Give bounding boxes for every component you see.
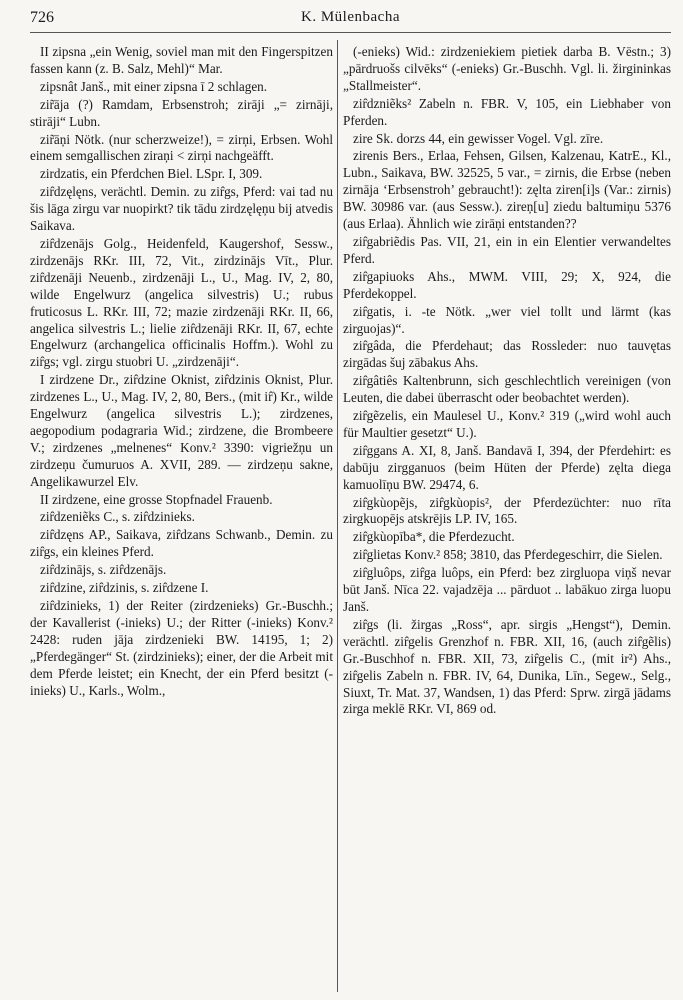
dictionary-entry: zir̂gluôps, zir̂ga luôps, ein Pferd: bez zirgluopa viņš nevar būt Janš. Nīca 22. vajadzēja ... pārduot .. labākuo zirga luopu Janš. bbox=[343, 565, 671, 614]
dictionary-entry: zir̂gẽzelis, ein Maulesel U., Konv.² 319 („wird wohl auch für Maultier gesetzt“ U.). bbox=[343, 408, 671, 440]
running-head: K. Mülenbacha bbox=[301, 9, 400, 25]
right-column bbox=[343, 44, 671, 992]
dictionary-entry: zipsnât Janš., mit einer zipsna ī 2 schlagen. bbox=[40, 78, 268, 94]
dictionary-entry: zir̂dzinājs, s. zir̂dzenājs. bbox=[40, 562, 167, 578]
header-rule bbox=[30, 32, 671, 33]
dictionary-entry: zir̂dzęns AP., Saikava, zir̂dzans Schwanb., Demin. zu zir̂gs, ein kleines Pferd. bbox=[30, 527, 333, 560]
dictionary-entry: II zirdzene, eine grosse Stopfnadel Frauenb. bbox=[40, 491, 273, 507]
dictionary-entry: zir̂gâda, die Pferdehaut; das Rossleder: nuo tauvętas zirgādas šuj zābakus Ahs. bbox=[343, 338, 671, 371]
dictionary-entry: zir̂ggans A. XI, 8, Janš. Bandavā I, 394, der Pferdehirt: es dabūju zirgganuos (beim Hüten der Pferde) zęlta diega kamuolīņu BW. 29474, 6. bbox=[343, 442, 671, 492]
dictionary-entry: zirenis Bers., Erlaa, Fehsen, Gilsen, Kalzenau, KatrE., Kl., Lubn., Saikava, BW. 32525, 5 var., = zirnis, die Erbse (neben zirnāja ‘Erbsenstroh’ gebraucht!): zęlta ziren[i]s (Var.: zirnis) BW. 30986 var. (aus Sessw.). zireņ[u] ziedu baltumiņu 5376 (aus Erlaa). Ähnlich wie zirāņi entstanden?? bbox=[343, 148, 671, 232]
dictionary-entry: zir̂gatis, i. -te Nötk. „wer viel tollt und lärmt (kas zirguojas)“. bbox=[343, 303, 671, 336]
dictionary-entry: zirdzatis, ein Pferdchen Biel. LSpr. I, 309. bbox=[40, 166, 263, 182]
dictionary-entry: zir̂dzeniẽks C., s. zir̂dzinieks. bbox=[40, 509, 195, 525]
dictionary-entry: zir̂gâtiês Kaltenbrunn, sich geschlechtlich vereinigen (von Leuten, die dabei überrascht oder beobachtet werden). bbox=[343, 373, 671, 406]
dictionary-entry: zir̂gkùopẽjs, zir̂gkùopis², der Pferdezüchter: nuo rīta zirgkuopējs atskrējis LP. IV, 165. bbox=[343, 494, 671, 527]
dictionary-entry: zir̂gapiuoks Ahs., MWM. VIII, 29; X, 924, die Pferdekoppel. bbox=[343, 268, 671, 301]
page-header bbox=[30, 6, 671, 30]
column-divider bbox=[337, 40, 338, 992]
left-column bbox=[30, 44, 333, 992]
dictionary-entry: zir̂dzęlęns, verächtl. Demin. zu zir̂gs, Pferd: vai tad nu šis lāga zirgu var nuopirkt? tik tādu zirdzęlęņu bij atvedis Saikava. bbox=[30, 184, 333, 234]
dictionary-entry: zir̂dzine, zir̂dzinis, s. zir̂dzene I. bbox=[40, 580, 209, 596]
dictionary-entry: zir̂gs (li. žirgas „Ross“, apr. sirgis „Hengst“), Demin. verächtl. zir̂gelis Grenzhof n. FBR. XII, 16, (auch zir̂gẽlis) Gr.-Buschhof n. FBR. XII, 73, zir̂gelis C., (mit ir²) Ahs., zir̂gelis Zabeln n. FBR. IV, 64, Dunika, Līn., Segew., Selg., Siuxt, Tr. Mat. 37, Wandsen, 1) das Pferd: Sprw. zirgā jādams zirga meklē RKr. VI, 869 od. bbox=[343, 616, 671, 717]
dictionary-entry: zir̂dzinieks, 1) der Reiter (zirdzenieks) Gr.-Buschh.; der Kavallerist (-inieks) U.; der Ritter (-inieks) Konv.² 2428: ruden jāja zirdzenieki BW. 14195, 1; 2) „Pferdegänger“ St. (zirdzinieks); einer, der die Arbeit mit dem Pferde leistet; ein Knecht, der ein Pferd besitzt (-inieks) U., Karls., Wolm., bbox=[30, 598, 333, 698]
dictionary-entry: zir̃āja (?) Ramdam, Erbsenstroh; zirāji „= zirnāji, stirāji“ Lubn. bbox=[30, 96, 333, 129]
page-number: 726 bbox=[30, 9, 54, 26]
dictionary-entry: (-enieks) Wid.: zirdzeniekiem pietiek darba B. Vēstn.; 3) „pārdruošs cilvēks“ (-enieks) Gr.-Buschh. Vgl. li. žirgininkas „Stallmeister“. bbox=[343, 44, 671, 93]
dictionary-entry: zir̂glietas Konv.² 858; 3810, das Pferdegeschirr, die Sielen. bbox=[353, 547, 663, 563]
dictionary-entry: zire Sk. dorzs 44, ein gewisser Vogel. Vgl. zīre. bbox=[353, 130, 604, 146]
dictionary-entry: zir̂gabriẽdis Pas. VII, 21, ein in ein Elentier verwandeltes Pferd. bbox=[343, 233, 671, 266]
dictionary-entry: I zirdzene Dr., zir̂dzine Oknist, zir̂dzinis Oknist, Plur. zirdzenes L., U., Mag. IV, 2, 80, Bers., (mit ir̂) Kr., wilde Engelwurz (angelica silvestris L.); zirdzenes, aegopodium podagraria Wid.; zirdzene, die Brombeere V.; zirdzenes „melnenes“ Konv.² 3390: vigriežņu un zirdzeņu čumuruos A. XVII, 289. — zirdzeņu sakne, Angelikawurzel Elv. bbox=[30, 372, 333, 489]
dictionary-entry: zir̂dzenājs Golg., Heidenfeld, Kaugershof, Sessw., zirdzenājs RKr. III, 72, Vit., zirdzināјs Vīt., Plur. zir̂dzenāji Neuenb., zirdzenāji L., U., Mag. IV, 2, 80, wilde Engelwurz (angelica silvestris) U.; rubus fruticosus L. RKr. III, 72; mazie zirdzenāji RKr. II, 66, angelica silvestris L.; lielie zir̂dzenāji RKr. II, 67, echte Engelwurz (archangelica officinalis Hoffm.). Wohl zu zir̂gs; vgl. zirgu stuobri U. „zirdzenāji“. bbox=[30, 235, 333, 370]
dictionary-entry: zir̂dzniẽks² Zabeln n. FBR. V, 105, ein Liebhaber von Pferden. bbox=[343, 95, 671, 128]
dictionary-entry: zir̃āņi Nötk. (nur scherzweize!), = zirņi, Erbsen. Wohl einem semgallischen ziraņi < zirņi nachgeäfft. bbox=[30, 131, 333, 164]
dictionary-entry: zir̂gkùopība*, die Pferdezucht. bbox=[353, 529, 515, 545]
dictionary-entry: II zipsna „ein Wenig, soviel man mit den Fingerspitzen fassen kann (z. B. Salz, Mehl)“ Mar. bbox=[30, 44, 333, 76]
